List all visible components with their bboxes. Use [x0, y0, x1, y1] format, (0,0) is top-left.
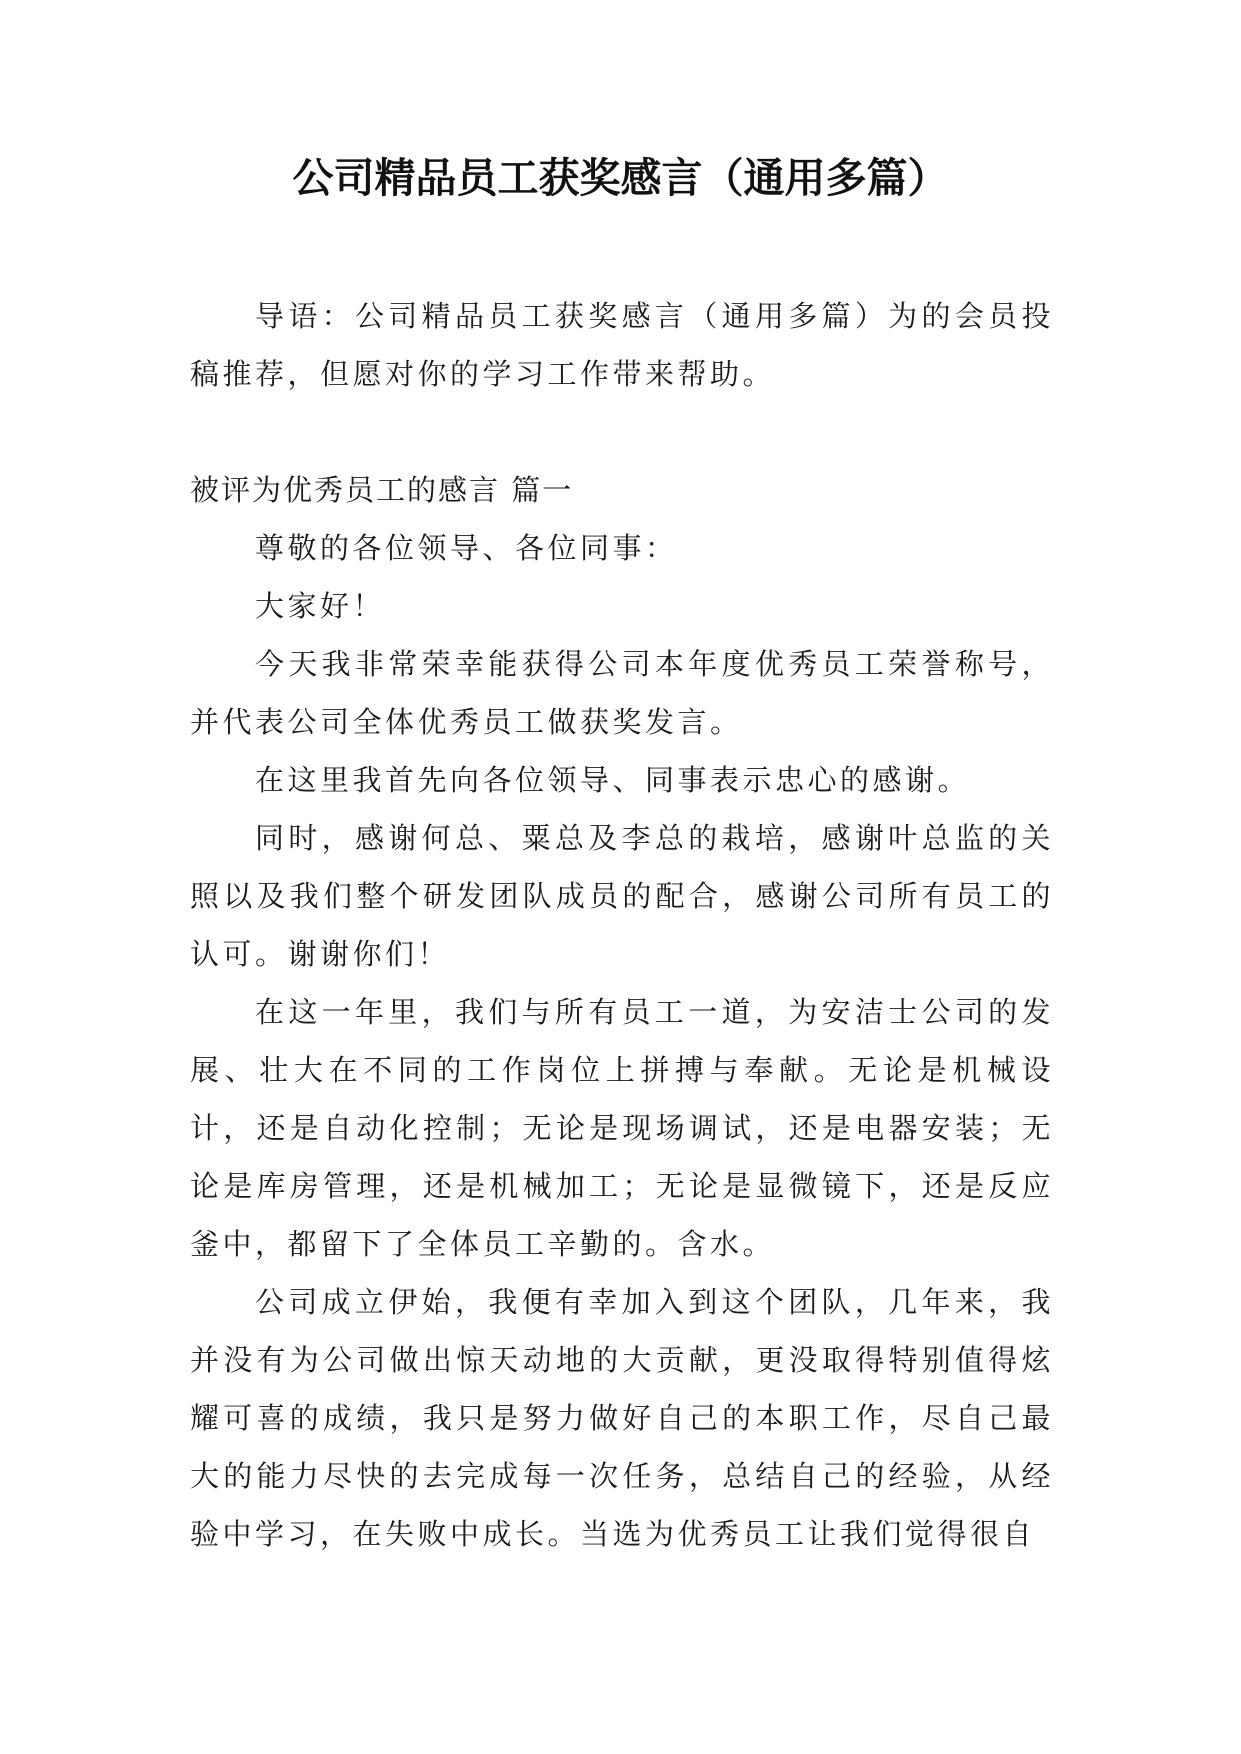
paragraph-salutation: 尊敬的各位领导、各位同事：: [255, 531, 678, 565]
paragraph-year-review: 在这一年里，我们与所有员工一道，为安洁士公司的发展、壮大在不同的工作岗位上拼搏与奉献。无论是机械设计，还是自动化控制；无论是现场调试，还是电器安装；无论是库房管理，还是机械加工；无论是显微镜下，还是反应釜中，都留下了全体员工辛勤的。含水。: [190, 995, 1054, 1261]
intro-paragraph: 导语：公司精品员工获奖感言（通用多篇）为的会员投稿推荐，但愿对你的学习工作带来帮助。: [190, 299, 1054, 391]
main-content: [190, 461, 1054, 1563]
intro-block: [190, 287, 1054, 403]
section-heading: 被评为优秀员工的感言 篇一: [190, 473, 574, 507]
document-title: 公司精品员工获奖感言（通用多篇）: [292, 154, 949, 202]
paragraph-personal-story: 公司成立伊始，我便有幸加入到这个团队，几年来，我并没有为公司做出惊天动地的大贡献，更没取得特别值得炫耀可喜的成绩，我只是努力做好自己的本职工作，尽自己最大的能力尽快的去完成每一次任务，总结自己的经验，从经验中学习，在失败中成长。当选为优秀员工让我们觉得很自: [190, 1285, 1054, 1551]
paragraph-thanks: 在这里我首先向各位领导、同事表示忠心的感谢。: [255, 763, 971, 797]
paragraph-acknowledgements: 同时，感谢何总、粟总及李总的栽培，感谢叶总监的关照以及我们整个研发团队成员的配合，感谢公司所有员工的认可。谢谢你们！: [190, 821, 1054, 971]
paragraph-honor: 今天我非常荣幸能获得公司本年度优秀员工荣誉称号，并代表公司全体优秀员工做获奖发言。: [190, 647, 1054, 739]
paragraph-greeting: 大家好！: [255, 589, 386, 623]
